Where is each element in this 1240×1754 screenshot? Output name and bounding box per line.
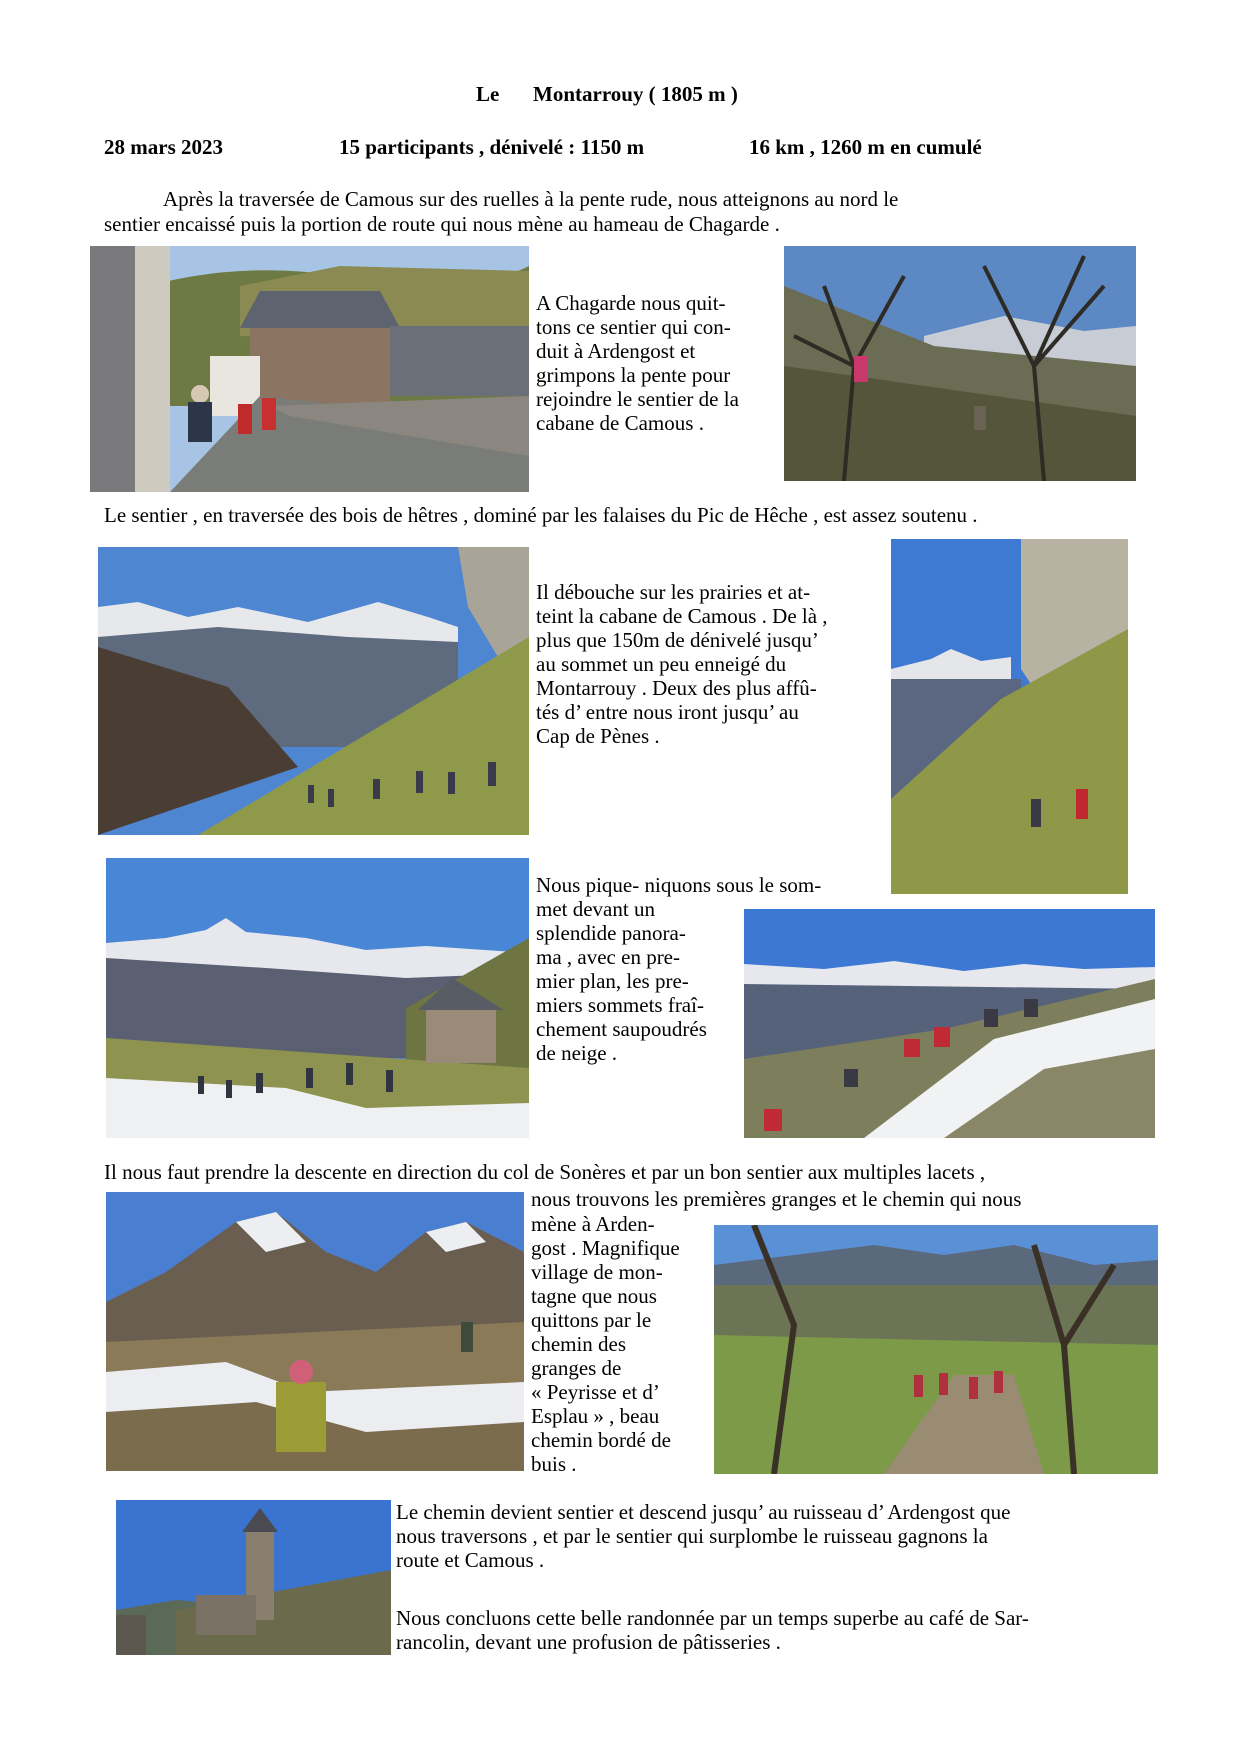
text-line: rejoindre le sentier de la — [536, 387, 739, 411]
text-line: chement saupoudrés — [536, 1017, 707, 1041]
text-line: Il débouche sur les prairies et at- — [536, 580, 811, 604]
text-line: quittons par le — [531, 1308, 652, 1332]
text-line: chemin bordé de — [531, 1428, 671, 1452]
text-line: A Chagarde nous quit- — [536, 291, 726, 315]
hike-date: 28 mars 2023 — [104, 135, 223, 159]
text-line: tons ce sentier qui con- — [536, 315, 731, 339]
text-line: mène à Arden- — [531, 1212, 655, 1236]
text-line: miers sommets fraî- — [536, 993, 704, 1017]
text-line: rancolin, devant une profusion de pâtisseries . — [396, 1630, 781, 1654]
photo-picnic-panorama — [744, 909, 1155, 1138]
text-line: village de mon- — [531, 1260, 663, 1284]
text-line: Le chemin devient sentier et descend jusqu’ au ruisseau d’ Ardengost que — [396, 1500, 1011, 1524]
text-woods: Le sentier , en traversée des bois de hêtres , dominé par les falaises du Pic de Hêche , est assez soutenu . — [104, 503, 978, 527]
text-line: « Peyrisse et d’ — [531, 1380, 660, 1404]
text-line: Nous concluons cette belle randonnée par un temps superbe au café de Sar- — [396, 1606, 1029, 1630]
text-line: grimpons la pente pour — [536, 363, 731, 387]
photo-ardengost-church — [116, 1500, 391, 1655]
text-line: gost . Magnifique — [531, 1236, 680, 1260]
text-line: tagne que nous — [531, 1284, 657, 1308]
photo-cliff-slope — [891, 539, 1128, 894]
hike-participants: 15 participants , dénivelé : 1150 m — [339, 135, 645, 159]
text-line: Esplau » , beau — [531, 1404, 660, 1428]
text-line: splendide panora- — [536, 921, 686, 945]
text-line: granges de — [531, 1356, 622, 1380]
text-line: mier plan, les pre- — [536, 969, 689, 993]
photo-boxwood-path — [714, 1225, 1158, 1474]
text-line: buis . — [531, 1452, 577, 1476]
text-line: de neige . — [536, 1041, 618, 1065]
text-descent: Il nous faut prendre la descente en direction du col de Sonères et par un bon sentier aux multiples lacets , — [104, 1160, 986, 1184]
text-line: duit à Ardengost et — [536, 339, 696, 363]
photo-valley-hikers — [98, 547, 529, 835]
intro-line-2: sentier encaissé puis la portion de route qui nous mène au hameau de Chagarde . — [104, 212, 780, 236]
text-line: Montarrouy . Deux des plus affû- — [536, 676, 817, 700]
page-title: Montarrouy ( 1805 m ) — [533, 82, 738, 106]
text-line: tés d’ entre nous iront jusqu’ au — [536, 700, 799, 724]
intro-line-1: Après la traversée de Camous sur des ruelles à la pente rude, nous atteignons au nord le — [163, 187, 899, 211]
hike-distance: 16 km , 1260 m en cumulé — [749, 135, 982, 159]
text-block-cabane — [536, 580, 828, 748]
text-line: teint la cabane de Camous . De là , — [536, 604, 828, 628]
text-line: route et Camous . — [396, 1548, 545, 1572]
text-line: chemin des — [531, 1332, 627, 1356]
text-block-conclusion — [396, 1606, 1029, 1654]
text-block-ruisseau — [396, 1500, 1010, 1572]
photo-chagarde-village — [90, 246, 529, 492]
text-block-chagarde — [536, 291, 739, 435]
photo-beech-woods — [784, 246, 1136, 481]
text-line: Nous pique- niquons sous le som- — [536, 873, 822, 897]
photo-cabane-snow — [106, 858, 529, 1138]
text-line: nous traversons , et par le sentier qui surplombe le ruisseau gagnons la — [396, 1524, 988, 1548]
text-block-granges — [531, 1212, 680, 1476]
text-line: ma , avec en pre- — [536, 945, 680, 969]
title-prefix: Le — [476, 82, 500, 106]
text-block-granges-first: nous trouvons les premières granges et le chemin qui nous — [531, 1187, 1022, 1211]
text-line: au sommet un peu enneigé du — [536, 652, 787, 676]
text-line: Cap de Pènes . — [536, 724, 660, 748]
text-line: met devant un — [536, 897, 655, 921]
text-line: cabane de Camous . — [536, 411, 704, 435]
photo-ridge-hiker — [106, 1192, 524, 1471]
text-line: plus que 150m de dénivelé jusqu’ — [536, 628, 819, 652]
